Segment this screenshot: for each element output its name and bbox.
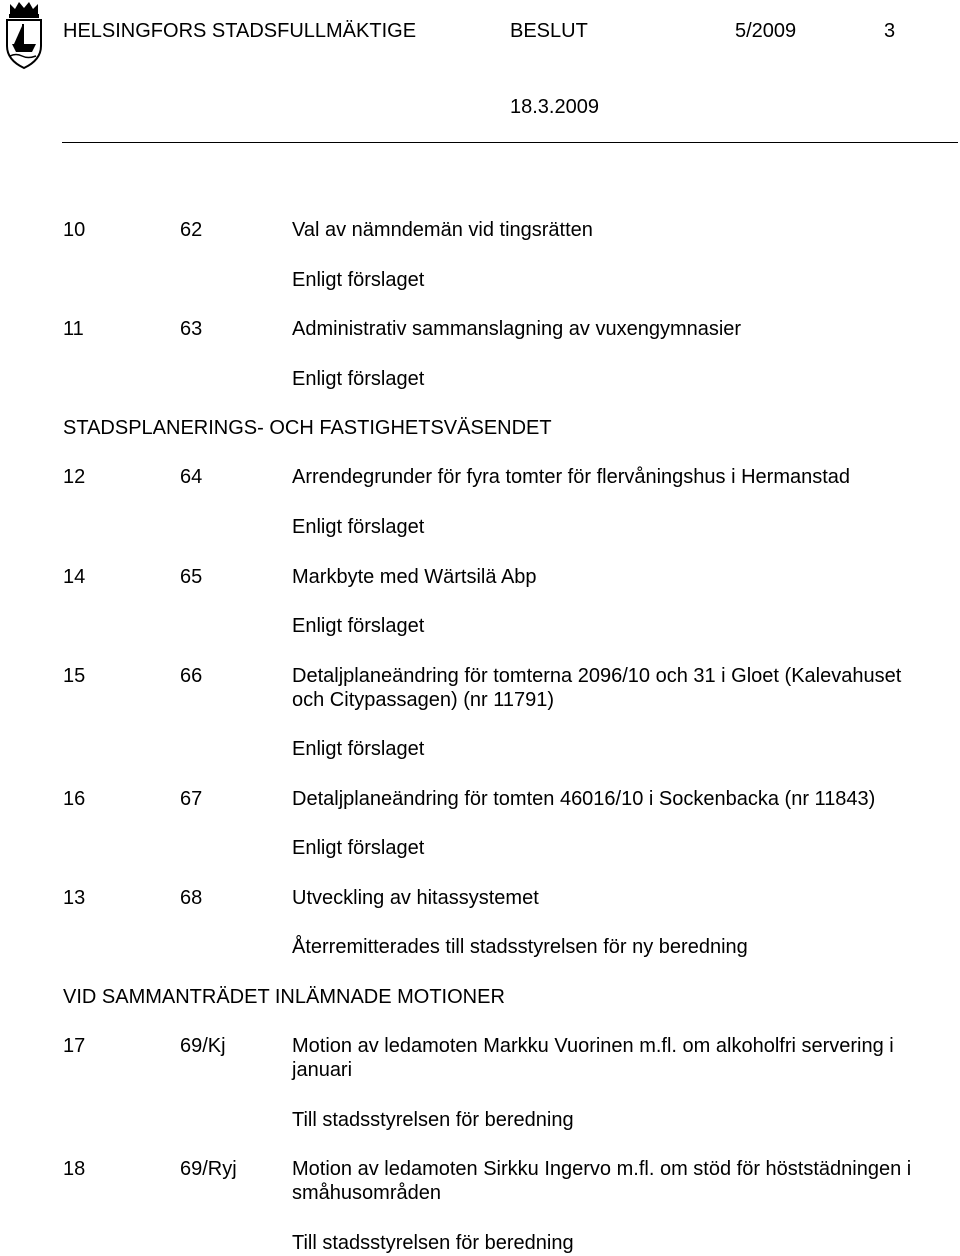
item-title: Motion av ledamoten Markku Vuorinen m.fl. om alkoholfri servering i januari [292, 1035, 894, 1081]
organization-name: HELSINGFORS STADSFULLMÄKTIGE [63, 20, 417, 42]
item-number: 16 [63, 788, 86, 810]
section-heading: STADSPLANERINGS- OCH FASTIGHETSVÄSENDET [63, 417, 552, 439]
section-number: 69/Kj [180, 1035, 226, 1057]
item-number: 12 [63, 466, 86, 488]
item-title: Arrendegrunder för fyra tomter för flervåningshus i Hermanstad [292, 466, 851, 488]
section-number: 65 [180, 566, 203, 588]
section-heading: VID SAMMANTRÄDET INLÄMNADE MOTIONER [63, 986, 505, 1008]
item-number: 10 [63, 219, 86, 241]
item-decision: Enligt förslaget [292, 738, 425, 760]
item-decision: Till stadsstyrelsen för beredning [292, 1109, 574, 1131]
item-decision: Enligt förslaget [292, 837, 425, 859]
section-number: 66 [180, 665, 203, 687]
item-title: Administrativ sammanslagning av vuxengymnasier [292, 318, 742, 340]
item-number: 14 [63, 566, 86, 588]
item-number: 15 [63, 665, 86, 687]
document-number: 5/2009 [735, 20, 797, 42]
item-title: Markbyte med Wärtsilä Abp [292, 566, 537, 588]
item-decision: Enligt förslaget [292, 269, 425, 291]
item-decision: Återremitterades till stadsstyrelsen för ny beredning [292, 936, 748, 958]
item-decision: Enligt förslaget [292, 615, 425, 637]
section-number: 62 [180, 219, 203, 241]
section-number: 68 [180, 887, 203, 909]
item-title: Motion av ledamoten Sirkku Ingervo m.fl. om stöd för höststädningen i småhusområden [292, 1158, 912, 1204]
item-title: Utveckling av hitassystemet [292, 887, 539, 909]
item-title: Detaljplaneändring för tomterna 2096/10 och 31 i Gloet (Kalevahuset och Citypassagen) (nr 11791) [292, 665, 902, 711]
item-decision: Enligt förslaget [292, 368, 425, 390]
item-decision: Till stadsstyrelsen för beredning [292, 1232, 574, 1254]
section-number: 63 [180, 318, 203, 340]
meeting-date: 18.3.2009 [510, 96, 599, 118]
item-title: Val av nämndemän vid tingsrätten [292, 219, 593, 241]
section-number: 69/Ryj [180, 1158, 237, 1180]
page-number: 3 [884, 20, 896, 42]
header-divider [62, 142, 958, 143]
document-type: BESLUT [510, 20, 588, 42]
item-title: Detaljplaneändring för tomten 46016/10 i Sockenbacka (nr 11843) [292, 788, 876, 810]
item-number: 13 [63, 887, 86, 909]
item-decision: Enligt förslaget [292, 516, 425, 538]
item-number: 11 [63, 318, 84, 340]
city-crest-logo [2, 0, 46, 72]
section-number: 67 [180, 788, 203, 810]
item-number: 17 [63, 1035, 86, 1057]
section-number: 64 [180, 466, 203, 488]
item-number: 18 [63, 1158, 86, 1180]
